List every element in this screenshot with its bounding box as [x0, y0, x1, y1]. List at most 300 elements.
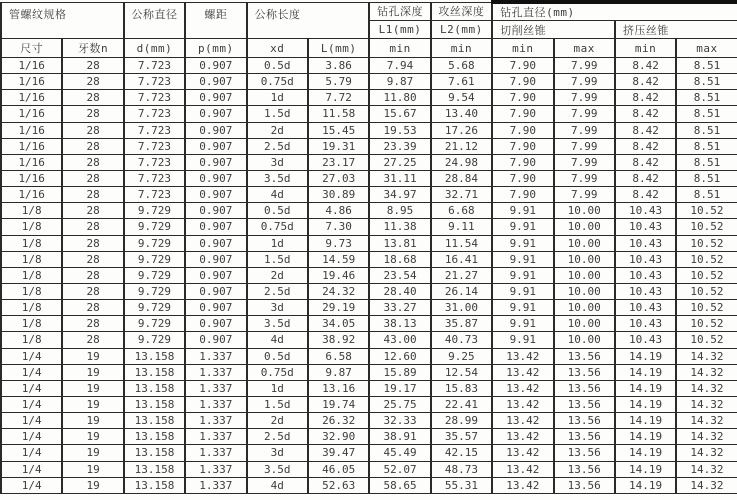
- cell: 14.32: [676, 396, 737, 412]
- cell: 9.91: [492, 316, 553, 332]
- cell: 11.80: [369, 90, 430, 106]
- cell: 10.00: [554, 283, 615, 299]
- cell: 13.42: [492, 396, 553, 412]
- table-row: [1, 364, 737, 380]
- cell: 15.45: [308, 122, 369, 138]
- cell: 0.5d: [247, 58, 308, 74]
- cell: 0.75d: [247, 74, 308, 90]
- cell: 1/4: [1, 445, 62, 461]
- cell: 10.00: [554, 203, 615, 219]
- cell: 10.52: [676, 316, 737, 332]
- cell: 1.337: [185, 429, 246, 445]
- cell: 10.52: [676, 267, 737, 283]
- cell: 19: [62, 477, 123, 493]
- cell: 9.91: [492, 219, 553, 235]
- cell: 9.91: [492, 283, 553, 299]
- cell: 7.99: [554, 138, 615, 154]
- header-l-mm: L(mm): [308, 39, 369, 58]
- header-p-mm: p(mm): [185, 39, 246, 58]
- cell: 13.42: [492, 445, 553, 461]
- cell: 5.68: [431, 58, 492, 74]
- cell: 0.907: [185, 187, 246, 203]
- cell: 13.16: [308, 380, 369, 396]
- cell: 13.42: [492, 413, 553, 429]
- cell: 1/4: [1, 413, 62, 429]
- cell: 2d: [247, 122, 308, 138]
- cell: 13.56: [554, 348, 615, 364]
- cell: 14.19: [615, 380, 676, 396]
- header-drill-diameter: 钻孔直径(mm): [492, 2, 737, 21]
- cell: 10.52: [676, 251, 737, 267]
- cell: 14.32: [676, 477, 737, 493]
- cell: 0.907: [185, 90, 246, 106]
- cell: 1.337: [185, 477, 246, 493]
- cell: 14.19: [615, 429, 676, 445]
- cell: 13.56: [554, 461, 615, 477]
- cell: 7.90: [492, 58, 553, 74]
- cell: 1/8: [1, 300, 62, 316]
- cell: 27.03: [308, 170, 369, 186]
- cell: 1.5d: [247, 251, 308, 267]
- table-row: [1, 235, 737, 251]
- cell: 10.52: [676, 300, 737, 316]
- cell: 28: [62, 283, 123, 299]
- cell: 1.337: [185, 461, 246, 477]
- cell: 28: [62, 219, 123, 235]
- cell: 25.75: [369, 396, 430, 412]
- cell: 14.32: [676, 348, 737, 364]
- cell: 8.42: [615, 154, 676, 170]
- cell: 29.19: [308, 300, 369, 316]
- table-row: [1, 203, 737, 219]
- cell: 19: [62, 396, 123, 412]
- cell: 28: [62, 235, 123, 251]
- cell: 9.11: [431, 219, 492, 235]
- cell: 46.05: [308, 461, 369, 477]
- cell: 13.158: [124, 396, 185, 412]
- cell: 28: [62, 106, 123, 122]
- cell: 28: [62, 58, 123, 74]
- table-row: [1, 396, 737, 412]
- cell: 0.907: [185, 332, 246, 348]
- cell: 28: [62, 300, 123, 316]
- cell: 19: [62, 429, 123, 445]
- cell: 9.729: [124, 219, 185, 235]
- header-forming-max: max: [676, 39, 737, 58]
- header-d-mm: d(mm): [124, 39, 185, 58]
- cell: 13.158: [124, 413, 185, 429]
- cell: 22.41: [431, 396, 492, 412]
- cell: 10.43: [615, 251, 676, 267]
- cell: 0.907: [185, 74, 246, 90]
- cell: 8.51: [676, 138, 737, 154]
- cell: 5.79: [308, 74, 369, 90]
- cell: 28: [62, 122, 123, 138]
- cell: 1/16: [1, 58, 62, 74]
- cell: 28: [62, 154, 123, 170]
- cell: 17.26: [431, 122, 492, 138]
- cell: 58.65: [369, 477, 430, 493]
- cell: 1/16: [1, 187, 62, 203]
- cell: 13.42: [492, 461, 553, 477]
- cell: 3d: [247, 445, 308, 461]
- cell: 10.00: [554, 235, 615, 251]
- cell: 1/16: [1, 106, 62, 122]
- cell: 7.723: [124, 154, 185, 170]
- cell: 7.723: [124, 187, 185, 203]
- table-row: [1, 477, 737, 493]
- cell: 30.89: [308, 187, 369, 203]
- cell: 14.19: [615, 445, 676, 461]
- cell: 9.91: [492, 251, 553, 267]
- cell: 7.90: [492, 138, 553, 154]
- cell: 10.00: [554, 300, 615, 316]
- cell: 1d: [247, 235, 308, 251]
- cell: 38.91: [369, 429, 430, 445]
- cell: 8.51: [676, 122, 737, 138]
- cell: 13.158: [124, 429, 185, 445]
- cell: 1.5d: [247, 106, 308, 122]
- cell: 13.42: [492, 429, 553, 445]
- cell: 1/8: [1, 267, 62, 283]
- cell: 7.99: [554, 154, 615, 170]
- cell: 14.19: [615, 396, 676, 412]
- cell: 1/8: [1, 283, 62, 299]
- cell: 43.00: [369, 332, 430, 348]
- cell: 38.13: [369, 316, 430, 332]
- cell: 8.51: [676, 106, 737, 122]
- cell: 2d: [247, 267, 308, 283]
- cell: 13.158: [124, 380, 185, 396]
- header-forming-min: min: [615, 39, 676, 58]
- cell: 14.19: [615, 364, 676, 380]
- cell: 12.54: [431, 364, 492, 380]
- header-thread-count: 牙数n: [62, 39, 123, 58]
- cell: 3.5d: [247, 316, 308, 332]
- table-row: [1, 332, 737, 348]
- cell: 1/4: [1, 429, 62, 445]
- cell: 45.49: [369, 445, 430, 461]
- cell: 12.60: [369, 348, 430, 364]
- cell: 1d: [247, 380, 308, 396]
- cell: 1/8: [1, 251, 62, 267]
- cell: 14.32: [676, 445, 737, 461]
- cell: 1/16: [1, 74, 62, 90]
- cell: 19: [62, 380, 123, 396]
- cell: 3.5d: [247, 170, 308, 186]
- cell: 0.907: [185, 170, 246, 186]
- cell: 10.00: [554, 219, 615, 235]
- cell: 7.99: [554, 106, 615, 122]
- cell: 7.90: [492, 74, 553, 90]
- cell: 32.71: [431, 187, 492, 203]
- cell: 11.54: [431, 235, 492, 251]
- cell: 0.907: [185, 235, 246, 251]
- cell: 7.99: [554, 74, 615, 90]
- header-cutting-min: min: [492, 39, 553, 58]
- cell: 9.73: [308, 235, 369, 251]
- cell: 2d: [247, 413, 308, 429]
- table-row: [1, 348, 737, 364]
- cell: 8.51: [676, 90, 737, 106]
- table-row: [1, 445, 737, 461]
- cell: 8.95: [369, 203, 430, 219]
- cell: 28.40: [369, 283, 430, 299]
- cell: 8.51: [676, 58, 737, 74]
- cell: 8.42: [615, 90, 676, 106]
- cell: 7.723: [124, 90, 185, 106]
- cell: 10.00: [554, 332, 615, 348]
- cell: 10.00: [554, 316, 615, 332]
- cell: 7.90: [492, 170, 553, 186]
- cell: 10.52: [676, 283, 737, 299]
- cell: 7.90: [492, 106, 553, 122]
- cell: 34.97: [369, 187, 430, 203]
- cell: 1/16: [1, 122, 62, 138]
- cell: 4d: [247, 477, 308, 493]
- cell: 26.32: [308, 413, 369, 429]
- table-row: [1, 251, 737, 267]
- cell: 9.87: [308, 364, 369, 380]
- cell: 0.907: [185, 58, 246, 74]
- cell: 10.43: [615, 235, 676, 251]
- cell: 7.99: [554, 122, 615, 138]
- cell: 7.723: [124, 122, 185, 138]
- cell: 13.56: [554, 445, 615, 461]
- cell: 0.907: [185, 106, 246, 122]
- cell: 2.5d: [247, 138, 308, 154]
- cell: 1.337: [185, 445, 246, 461]
- cell: 3.86: [308, 58, 369, 74]
- cell: 3d: [247, 300, 308, 316]
- cell: 13.42: [492, 348, 553, 364]
- cell: 8.42: [615, 74, 676, 90]
- cell: 4d: [247, 332, 308, 348]
- cell: 10.43: [615, 267, 676, 283]
- cell: 52.07: [369, 461, 430, 477]
- cell: 14.32: [676, 413, 737, 429]
- cell: 10.43: [615, 203, 676, 219]
- cell: 9.91: [492, 267, 553, 283]
- header-tap-depth: 攻丝深度: [431, 2, 492, 21]
- cell: 23.54: [369, 267, 430, 283]
- cell: 7.90: [492, 154, 553, 170]
- cell: 9.729: [124, 267, 185, 283]
- cell: 13.56: [554, 364, 615, 380]
- cell: 10.52: [676, 219, 737, 235]
- cell: 32.90: [308, 429, 369, 445]
- table-row: [1, 380, 737, 396]
- cell: 1.337: [185, 364, 246, 380]
- cell: 1.337: [185, 413, 246, 429]
- cell: 4d: [247, 187, 308, 203]
- cell: 13.158: [124, 445, 185, 461]
- cell: 9.54: [431, 90, 492, 106]
- cell: 28: [62, 267, 123, 283]
- cell: 28: [62, 316, 123, 332]
- cell: 10.52: [676, 235, 737, 251]
- cell: 18.68: [369, 251, 430, 267]
- cell: 7.99: [554, 170, 615, 186]
- cell: 27.25: [369, 154, 430, 170]
- cell: 33.27: [369, 300, 430, 316]
- cell: 24.98: [431, 154, 492, 170]
- cell: 1/4: [1, 477, 62, 493]
- table-row: [1, 90, 737, 106]
- cell: 13.56: [554, 413, 615, 429]
- cell: 7.723: [124, 58, 185, 74]
- cell: 8.42: [615, 187, 676, 203]
- table-row: [1, 187, 737, 203]
- cell: 7.90: [492, 90, 553, 106]
- cell: 4.86: [308, 203, 369, 219]
- cell: 8.42: [615, 170, 676, 186]
- cell: 2.5d: [247, 283, 308, 299]
- table-header: [1, 2, 737, 58]
- cell: 6.68: [431, 203, 492, 219]
- cell: 28: [62, 90, 123, 106]
- cell: 7.723: [124, 138, 185, 154]
- header-size: 尺寸: [1, 39, 62, 58]
- cell: 9.729: [124, 235, 185, 251]
- table-row: [1, 429, 737, 445]
- cell: 0.907: [185, 300, 246, 316]
- cell: 55.31: [431, 477, 492, 493]
- cell: 0.75d: [247, 219, 308, 235]
- cell: 9.729: [124, 283, 185, 299]
- table-row: [1, 106, 737, 122]
- cell: 8.51: [676, 74, 737, 90]
- cell: 19: [62, 445, 123, 461]
- cell: 11.58: [308, 106, 369, 122]
- cell: 32.33: [369, 413, 430, 429]
- cell: 15.67: [369, 106, 430, 122]
- cell: 8.51: [676, 170, 737, 186]
- table-row: [1, 219, 737, 235]
- table-row: [1, 122, 737, 138]
- cell: 21.27: [431, 267, 492, 283]
- cell: 9.91: [492, 235, 553, 251]
- cell: 0.907: [185, 203, 246, 219]
- cell: 48.73: [431, 461, 492, 477]
- cell: 7.99: [554, 187, 615, 203]
- cell: 8.42: [615, 122, 676, 138]
- cell: 0.907: [185, 267, 246, 283]
- cell: 13.40: [431, 106, 492, 122]
- cell: 35.87: [431, 316, 492, 332]
- cell: 19.17: [369, 380, 430, 396]
- cell: 14.19: [615, 413, 676, 429]
- cell: 7.72: [308, 90, 369, 106]
- table-row: [1, 283, 737, 299]
- cell: 28: [62, 170, 123, 186]
- cell: 7.723: [124, 74, 185, 90]
- cell: 1.5d: [247, 396, 308, 412]
- cell: 15.83: [431, 380, 492, 396]
- header-cutting-tap: 切削丝锥: [492, 21, 615, 39]
- cell: 28: [62, 251, 123, 267]
- cell: 9.729: [124, 300, 185, 316]
- header-pitch: 螺距: [185, 2, 246, 39]
- cell: 28: [62, 332, 123, 348]
- cell: 9.729: [124, 203, 185, 219]
- cell: 7.90: [492, 122, 553, 138]
- header-pipe-thread-spec: 管螺纹规格: [1, 2, 124, 39]
- cell: 19: [62, 461, 123, 477]
- cell: 9.91: [492, 300, 553, 316]
- cell: 7.99: [554, 90, 615, 106]
- cell: 10.43: [615, 283, 676, 299]
- cell: 0.907: [185, 154, 246, 170]
- cell: 16.41: [431, 251, 492, 267]
- cell: 0.75d: [247, 364, 308, 380]
- cell: 14.59: [308, 251, 369, 267]
- table-body: [1, 58, 737, 494]
- cell: 8.42: [615, 106, 676, 122]
- table-row: [1, 300, 737, 316]
- cell: 13.81: [369, 235, 430, 251]
- cell: 10.43: [615, 219, 676, 235]
- cell: 13.42: [492, 364, 553, 380]
- cell: 13.56: [554, 396, 615, 412]
- cell: 9.729: [124, 316, 185, 332]
- cell: 14.32: [676, 429, 737, 445]
- cell: 31.00: [431, 300, 492, 316]
- cell: 40.73: [431, 332, 492, 348]
- table-row: [1, 74, 737, 90]
- cell: 38.92: [308, 332, 369, 348]
- cell: 1/8: [1, 332, 62, 348]
- cell: 10.43: [615, 332, 676, 348]
- cell: 14.19: [615, 477, 676, 493]
- header-l1: L1(mm): [369, 21, 430, 39]
- cell: 39.47: [308, 445, 369, 461]
- cell: 28: [62, 138, 123, 154]
- cell: 14.19: [615, 461, 676, 477]
- cell: 35.57: [431, 429, 492, 445]
- cell: 3d: [247, 154, 308, 170]
- cell: 19: [62, 348, 123, 364]
- cell: 19.74: [308, 396, 369, 412]
- cell: 0.907: [185, 122, 246, 138]
- cell: 9.87: [369, 74, 430, 90]
- cell: 8.51: [676, 154, 737, 170]
- cell: 13.56: [554, 477, 615, 493]
- cell: 1/4: [1, 348, 62, 364]
- cell: 7.61: [431, 74, 492, 90]
- cell: 1.337: [185, 396, 246, 412]
- header-l1-min: min: [369, 39, 430, 58]
- header-forming-tap: 挤压丝锥: [615, 21, 737, 39]
- cell: 8.42: [615, 58, 676, 74]
- header-drill-depth: 钻孔深度: [369, 2, 430, 21]
- cell: 10.00: [554, 251, 615, 267]
- cell: 14.32: [676, 461, 737, 477]
- cell: 13.42: [492, 380, 553, 396]
- cell: 14.32: [676, 364, 737, 380]
- cell: 19: [62, 413, 123, 429]
- table-row: [1, 413, 737, 429]
- cell: 19.53: [369, 122, 430, 138]
- cell: 13.42: [492, 477, 553, 493]
- cell: 10.43: [615, 316, 676, 332]
- table-row: [1, 461, 737, 477]
- cell: 7.94: [369, 58, 430, 74]
- cell: 9.91: [492, 332, 553, 348]
- cell: 23.39: [369, 138, 430, 154]
- cell: 9.25: [431, 348, 492, 364]
- cell: 13.158: [124, 348, 185, 364]
